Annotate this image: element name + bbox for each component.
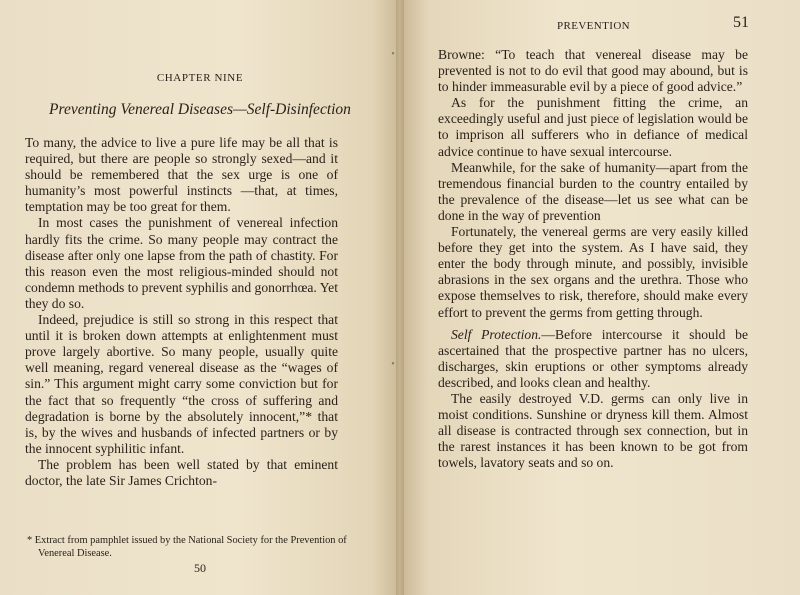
paragraph: Indeed, prejudice is still so strong in this respect that until it is broken down attempts at enlightenment must prove largely abortive. So many people, usually quite well meaning, regard venereal disease as the “wages of sin.” This argument might carry some conviction but for the fact that so frequently “the cross of suffering and degradation is borne by the absolutely innocent,”* that is, by the wives and husbands of infected partners or by the innocent syphilitic infant. bbox=[25, 312, 338, 456]
paragraph: To many, the advice to live a pure life may be all that is required, but there are people so strongly sexed—and it should be remembered that the sex urge is one of humanity’s most powerful instincts —that, at times, temptation may be too great for them. bbox=[25, 135, 338, 215]
paragraph: In most cases the punishment of venereal infection hardly fits the crime. So many people may contract the disease after only one lapse from the path of chastity. For this reason even the most religious-minded should not condemn methods to prevent syphilis and gonorrhœa. Yet they do so. bbox=[25, 215, 338, 311]
left-page-body bbox=[25, 135, 338, 489]
paragraph: Fortunately, the venereal germs are very easily killed before they get into the system. As I have said, they enter the body through minute, and possibly, invisible abrasions in the sex organs and the urethra. Those who expose themselves to risk, therefore, should make every effort to prevent the germs from getting through. bbox=[438, 224, 748, 320]
section-lead: Self Protection. bbox=[451, 326, 542, 342]
chapter-heading: CHAPTER NINE bbox=[156, 72, 244, 84]
paragraph: The problem has been well stated by that eminent doctor, the late Sir James Crichton- bbox=[25, 456, 338, 488]
paragraph: The easily destroyed V.D. germs can only live in moist conditions. Sunshine or dryness kill them. Almost all disease is contracted through sex connection, but in the rarest instances it has been known to be got from towels, lavatory seats and so on. bbox=[438, 390, 748, 471]
footnote: * Extract from pamphlet issued by the National Society for the Prevention of Venereal Disease. bbox=[27, 535, 347, 559]
binding-mark: • bbox=[391, 359, 395, 370]
page-number-right: 51 bbox=[733, 14, 749, 31]
paragraph: Meanwhile, for the sake of humanity—apart from the tremendous financial burden to the country entailed by the prevalence of the disease—let us see what can be done in the way of prevention bbox=[438, 159, 748, 223]
paragraph: Browne: “To teach that venereal disease may be prevented is not to do evil that good may abound, but is to hinder immeasurable evil by a piece of good advice.” bbox=[438, 47, 748, 95]
chapter-title: Preventing Venereal Diseases—Self-Disinfection bbox=[49, 101, 351, 118]
self-protection-paragraph bbox=[438, 327, 748, 391]
paragraph: As for the punishment fitting the crime, an exceedingly useful and just piece of legislation would be to imprison all sufferers who in defiance of medical advice continue to have sexual intercourse. bbox=[438, 95, 748, 159]
book-gutter bbox=[396, 0, 404, 595]
binding-mark: • bbox=[391, 49, 395, 60]
right-page-body bbox=[438, 47, 748, 471]
section-text: —Before intercourse it should be ascertained that the prospective partner has no ulcers, discharges, skin eruptions or other symptoms already described, and looks clean and healthy. bbox=[438, 326, 748, 390]
running-head: PREVENTION bbox=[556, 20, 631, 32]
page-number-left: 50 bbox=[194, 561, 206, 575]
